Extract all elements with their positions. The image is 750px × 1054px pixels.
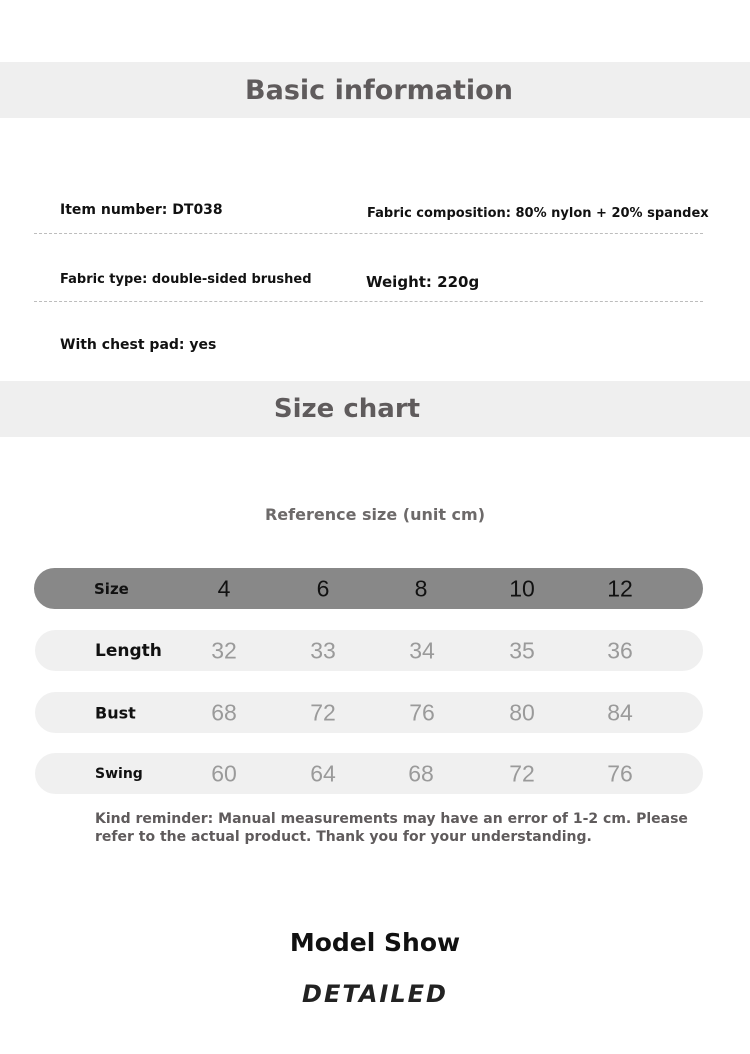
swing-label: Swing <box>95 765 143 782</box>
reference-size-note: Reference size (unit cm) <box>264 505 486 524</box>
chest-pad: With chest pad: yes <box>60 337 217 353</box>
fabric-composition: Fabric composition: 80% nylon + 20% spandex <box>367 206 709 221</box>
size-chart-title: Size chart <box>273 394 421 424</box>
size-header-row <box>34 568 703 609</box>
bust-cell: 72 <box>310 699 336 725</box>
size-header-cell: 4 <box>217 575 231 601</box>
size-header-cell: 6 <box>316 575 330 601</box>
bust-cell: 80 <box>509 699 535 725</box>
swing-cell: 76 <box>607 760 633 786</box>
size-header-label: Size <box>94 579 129 598</box>
bust-cell: 68 <box>211 699 237 725</box>
size-chart-header-band <box>0 381 750 437</box>
weight: Weight: 220g <box>366 273 480 291</box>
swing-row <box>35 753 703 794</box>
divider-2 <box>34 301 703 302</box>
length-cell: 33 <box>310 637 336 663</box>
size-header-cell: 8 <box>414 575 428 601</box>
length-row <box>35 630 703 671</box>
item-number: Item number: DT038 <box>60 202 223 218</box>
swing-cell: 72 <box>509 760 535 786</box>
size-header-cell: 12 <box>607 575 633 601</box>
length-cell: 34 <box>409 637 435 663</box>
measurement-reminder: Kind reminder: Manual measurements may have an error of 1-2 cm. Please refer to the actual product. Thank you for your understanding. <box>95 811 688 845</box>
bust-row <box>35 692 703 733</box>
length-cell: 35 <box>509 637 535 663</box>
size-header-cell: 10 <box>509 575 535 601</box>
bust-cell: 76 <box>409 699 435 725</box>
bust-label: Bust <box>95 703 136 722</box>
swing-cell: 64 <box>310 760 336 786</box>
bust-cell: 84 <box>607 699 633 725</box>
fabric-type: Fabric type: double-sided brushed <box>60 272 312 287</box>
length-label: Length <box>95 640 162 661</box>
swing-cell: 68 <box>408 760 434 786</box>
model-show-title: Model Show <box>289 928 461 957</box>
detailed-subtitle: DETAILED <box>302 980 448 1008</box>
basic-info-header-band <box>0 62 750 118</box>
divider-1 <box>34 233 703 234</box>
length-cell: 36 <box>607 637 633 663</box>
swing-cell: 60 <box>211 760 237 786</box>
length-cell: 32 <box>211 637 237 663</box>
basic-info-title: Basic information <box>245 74 513 106</box>
